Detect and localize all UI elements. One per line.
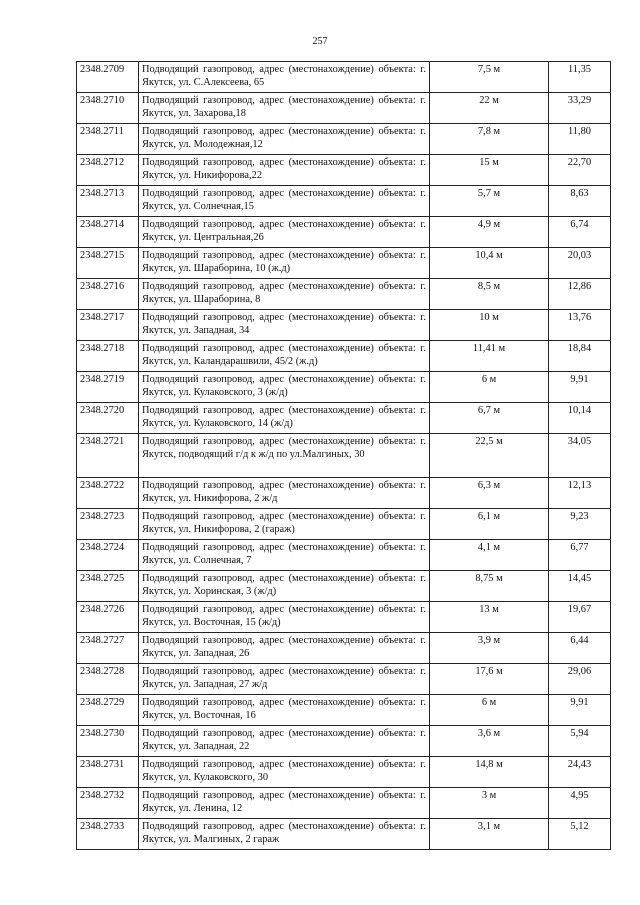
registry-number-cell: 2348.2732 <box>77 788 139 819</box>
pipeline-length-cell: 7,5 м <box>430 62 549 93</box>
object-description-cell: Подводящий газопровод, адрес (местонахождение) объекта: г. Якутск, ул. Кулаковского, 3 (ж/д) <box>139 372 430 403</box>
registry-number-cell: 2348.2720 <box>77 403 139 434</box>
table-row <box>77 403 611 434</box>
value-cell: 22,70 <box>549 155 611 186</box>
registry-number-cell: 2348.2719 <box>77 372 139 403</box>
page-number: 257 <box>312 36 328 47</box>
object-description-cell: Подводящий газопровод, адрес (местонахождение) объекта: г. Якутск, ул. Захарова,18 <box>139 93 430 124</box>
table-row <box>77 186 611 217</box>
table-row <box>77 372 611 403</box>
value-cell: 11,80 <box>549 124 611 155</box>
registry-number-cell: 2348.2711 <box>77 124 139 155</box>
pipeline-length-cell: 3,1 м <box>430 819 549 850</box>
table-row <box>77 217 611 248</box>
object-description-cell: Подводящий газопровод, адрес (местонахождение) объекта: г. Якутск, ул. Солнечная, 7 <box>139 540 430 571</box>
object-description-cell: Подводящий газопровод, адрес (местонахождение) объекта: г. Якутск, ул. Каландарашвили, 45/2 (ж.д) <box>139 341 430 372</box>
pipeline-length-cell: 6 м <box>430 695 549 726</box>
pipeline-length-cell: 6,3 м <box>430 478 549 509</box>
table-row <box>77 602 611 633</box>
pipeline-length-cell: 7,8 м <box>430 124 549 155</box>
registry-number-cell: 2348.2709 <box>77 62 139 93</box>
table-row <box>77 155 611 186</box>
table-row <box>77 93 611 124</box>
table-row <box>77 788 611 819</box>
object-description-cell: Подводящий газопровод, адрес (местонахождение) объекта: г. Якутск, ул. Западная, 26 <box>139 633 430 664</box>
pipeline-length-cell: 10 м <box>430 310 549 341</box>
value-cell: 4,95 <box>549 788 611 819</box>
pipeline-length-cell: 6 м <box>430 372 549 403</box>
registry-number-cell: 2348.2729 <box>77 695 139 726</box>
pipeline-length-cell: 11,41 м <box>430 341 549 372</box>
registry-number-cell: 2348.2712 <box>77 155 139 186</box>
pipeline-length-cell: 6,1 м <box>430 509 549 540</box>
registry-number-cell: 2348.2717 <box>77 310 139 341</box>
table-row <box>77 633 611 664</box>
object-description-cell: Подводящий газопровод, адрес (местонахождение) объекта: г. Якутск, ул. Шараборина, 8 <box>139 279 430 310</box>
value-cell: 6,74 <box>549 217 611 248</box>
table-row <box>77 434 611 478</box>
value-cell: 9,91 <box>549 695 611 726</box>
registry-number-cell: 2348.2716 <box>77 279 139 310</box>
value-cell: 24,43 <box>549 757 611 788</box>
value-cell: 10,14 <box>549 403 611 434</box>
value-cell: 6,44 <box>549 633 611 664</box>
value-cell: 14,45 <box>549 571 611 602</box>
object-description-cell: Подводящий газопровод, адрес (местонахождение) объекта: г. Якутск, ул. Восточная, 15 (ж/д) <box>139 602 430 633</box>
object-description-cell: Подводящий газопровод, адрес (местонахождение) объекта: г. Якутск, ул. Западная, 22 <box>139 726 430 757</box>
object-description-cell: Подводящий газопровод, адрес (местонахождение) объекта: г. Якутск, ул. Западная, 27 ж/д <box>139 664 430 695</box>
table-row <box>77 310 611 341</box>
value-cell: 13,76 <box>549 310 611 341</box>
registry-number-cell: 2348.2721 <box>77 434 139 478</box>
pipeline-length-cell: 8,75 м <box>430 571 549 602</box>
value-cell: 11,35 <box>549 62 611 93</box>
table-row <box>77 695 611 726</box>
registry-number-cell: 2348.2722 <box>77 478 139 509</box>
pipeline-length-cell: 10,4 м <box>430 248 549 279</box>
table-row <box>77 509 611 540</box>
object-description-cell: Подводящий газопровод, адрес (местонахождение) объекта: г. Якутск, ул. Малгиных, 2 гараж <box>139 819 430 850</box>
object-description-cell: Подводящий газопровод, адрес (местонахождение) объекта: г. Якутск, ул. Молодежная,12 <box>139 124 430 155</box>
registry-number-cell: 2348.2726 <box>77 602 139 633</box>
table-row <box>77 571 611 602</box>
pipeline-length-cell: 5,7 м <box>430 186 549 217</box>
value-cell: 5,94 <box>549 726 611 757</box>
object-description-cell: Подводящий газопровод, адрес (местонахождение) объекта: г. Якутск, ул. Хоринская, 3 (ж/д) <box>139 571 430 602</box>
pipeline-length-cell: 17,6 м <box>430 664 549 695</box>
pipeline-length-cell: 22,5 м <box>430 434 549 478</box>
registry-number-cell: 2348.2728 <box>77 664 139 695</box>
registry-number-cell: 2348.2710 <box>77 93 139 124</box>
object-description-cell: Подводящий газопровод, адрес (местонахождение) объекта: г. Якутск, ул. Кулаковского, 30 <box>139 757 430 788</box>
table-row <box>77 726 611 757</box>
table-row <box>77 664 611 695</box>
table-row <box>77 341 611 372</box>
table-row <box>77 62 611 93</box>
pipeline-length-cell: 3,9 м <box>430 633 549 664</box>
registry-number-cell: 2348.2723 <box>77 509 139 540</box>
object-description-cell: Подводящий газопровод, адрес (местонахождение) объекта: г. Якутск, ул. Никифорова, 2 ж/д <box>139 478 430 509</box>
value-cell: 12,86 <box>549 279 611 310</box>
registry-number-cell: 2348.2733 <box>77 819 139 850</box>
value-cell: 12,13 <box>549 478 611 509</box>
pipeline-length-cell: 8,5 м <box>430 279 549 310</box>
pipeline-length-cell: 6,7 м <box>430 403 549 434</box>
registry-table-body <box>77 62 611 850</box>
pipeline-length-cell: 3 м <box>430 788 549 819</box>
pipeline-length-cell: 22 м <box>430 93 549 124</box>
registry-number-cell: 2348.2727 <box>77 633 139 664</box>
object-description-cell: Подводящий газопровод, адрес (местонахождение) объекта: г. Якутск, ул. Центральная,26 <box>139 217 430 248</box>
table-row <box>77 540 611 571</box>
pipeline-length-cell: 4,1 м <box>430 540 549 571</box>
value-cell: 34,05 <box>549 434 611 478</box>
object-description-cell: Подводящий газопровод, адрес (местонахождение) объекта: г. Якутск, ул. Шараборина, 10 (ж.д) <box>139 248 430 279</box>
registry-table <box>76 61 611 850</box>
object-description-cell: Подводящий газопровод, адрес (местонахождение) объекта: г. Якутск, ул. Западная, 34 <box>139 310 430 341</box>
value-cell: 18,84 <box>549 341 611 372</box>
pipeline-length-cell: 15 м <box>430 155 549 186</box>
value-cell: 9,91 <box>549 372 611 403</box>
table-row <box>77 124 611 155</box>
object-description-cell: Подводящий газопровод, адрес (местонахождение) объекта: г. Якутск, ул. Солнечная,15 <box>139 186 430 217</box>
table-row <box>77 248 611 279</box>
value-cell: 5,12 <box>549 819 611 850</box>
value-cell: 19,67 <box>549 602 611 633</box>
table-row <box>77 757 611 788</box>
object-description-cell: Подводящий газопровод, адрес (местонахождение) объекта: г. Якутск, ул. Восточная, 16 <box>139 695 430 726</box>
value-cell: 20,03 <box>549 248 611 279</box>
registry-number-cell: 2348.2715 <box>77 248 139 279</box>
object-description-cell: Подводящий газопровод, адрес (местонахождение) объекта: г. Якутск, ул. Кулаковского, 14 (ж/д) <box>139 403 430 434</box>
table-row <box>77 478 611 509</box>
pipeline-length-cell: 13 м <box>430 602 549 633</box>
object-description-cell: Подводящий газопровод, адрес (местонахождение) объекта: г. Якутск, ул. С.Алексеева, 65 <box>139 62 430 93</box>
table-row <box>77 279 611 310</box>
registry-number-cell: 2348.2713 <box>77 186 139 217</box>
registry-number-cell: 2348.2731 <box>77 757 139 788</box>
pipeline-length-cell: 3,6 м <box>430 726 549 757</box>
table-row <box>77 819 611 850</box>
object-description-cell: Подводящий газопровод, адрес (местонахождение) объекта: г. Якутск, подводящий г/д к ж/д по ул.Малгиных, 30 <box>139 434 430 478</box>
value-cell: 6,77 <box>549 540 611 571</box>
pipeline-length-cell: 4,9 м <box>430 217 549 248</box>
value-cell: 29,06 <box>549 664 611 695</box>
registry-number-cell: 2348.2725 <box>77 571 139 602</box>
value-cell: 33,29 <box>549 93 611 124</box>
registry-number-cell: 2348.2718 <box>77 341 139 372</box>
object-description-cell: Подводящий газопровод, адрес (местонахождение) объекта: г. Якутск, ул. Никифорова,22 <box>139 155 430 186</box>
value-cell: 9,23 <box>549 509 611 540</box>
value-cell: 8,63 <box>549 186 611 217</box>
object-description-cell: Подводящий газопровод, адрес (местонахождение) объекта: г. Якутск, ул. Ленина, 12 <box>139 788 430 819</box>
object-description-cell: Подводящий газопровод, адрес (местонахождение) объекта: г. Якутск, ул. Никифорова, 2 (гараж) <box>139 509 430 540</box>
pipeline-length-cell: 14,8 м <box>430 757 549 788</box>
registry-number-cell: 2348.2714 <box>77 217 139 248</box>
registry-number-cell: 2348.2730 <box>77 726 139 757</box>
registry-number-cell: 2348.2724 <box>77 540 139 571</box>
